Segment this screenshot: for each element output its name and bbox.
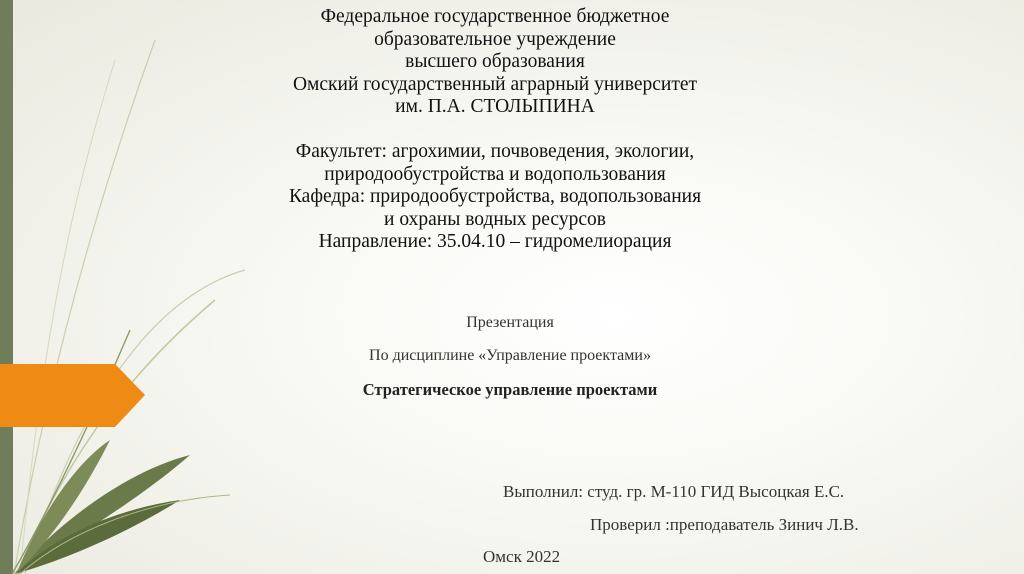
header-line: им. П.А. СТОЛЫПИНА: [395, 96, 595, 118]
header-block: [230, 6, 760, 254]
city-year: Омск 2022: [483, 547, 561, 566]
faculty-line: природообустройства и водопользования: [324, 163, 666, 185]
header-line: Омский государственный аграрный университет: [292, 73, 698, 95]
presentation-info: [280, 313, 740, 400]
presentation-label: Презентация: [466, 314, 554, 331]
topic-title: Стратегическое управление проектами: [362, 380, 658, 399]
faculty-line: Кафедра: природообустройства, водопользования: [288, 186, 702, 208]
discipline-text: По дисциплине «Управление проектами»: [369, 347, 651, 364]
checked-by: Проверил :преподаватель Зинич Л.В.: [590, 515, 859, 534]
header-line: высшего образования: [405, 51, 585, 73]
orange-arrow-icon: [0, 0, 150, 574]
faculty-line: Факультет: агрохимии, почвоведения, экологии,: [295, 140, 695, 162]
header-line: Федеральное государственное бюджетное: [320, 6, 670, 27]
header-line: образовательное учреждение: [374, 28, 616, 50]
performed-by: Выполнил: студ. гр. М-110 ГИД Высоцкая Е.С.: [503, 482, 845, 501]
faculty-line: и охраны водных ресурсов: [384, 208, 606, 230]
faculty-line: Направление: 35.04.10 – гидромелиорация: [318, 231, 672, 253]
